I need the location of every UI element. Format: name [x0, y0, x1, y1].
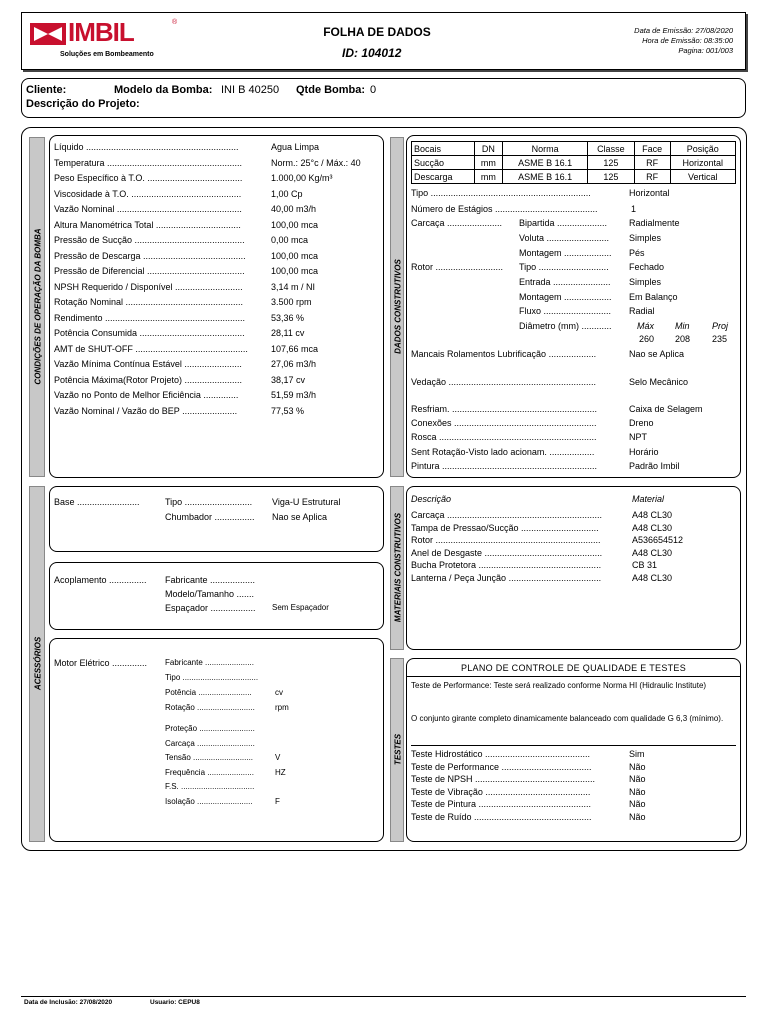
- vedacao-value: Selo Mecânico: [629, 377, 689, 387]
- voluta-label: Voluta .........................: [519, 233, 610, 243]
- vedacao-label: Vedação ...........................................................: [411, 377, 597, 387]
- base-box: [49, 486, 384, 552]
- tagline: Soluções em Bombeamento: [60, 51, 154, 58]
- material-value: A536654512: [632, 535, 684, 545]
- mancais-value: Nao se Aplica: [629, 349, 685, 359]
- materiais-mat-header: Material: [632, 494, 665, 504]
- bocais-cell: Descarga: [412, 170, 475, 184]
- bocais-cell: ASME B 16.1: [503, 156, 588, 170]
- logo-text: IMBIL: [68, 17, 134, 47]
- operacao-label: Vazão no Ponto de Melhor Eficiência ..............: [54, 390, 239, 400]
- operacao-value: 38,17 cv: [271, 374, 306, 385]
- logo-reg: ®: [172, 19, 178, 26]
- rotor-montagem-label: Montagem ...................: [519, 292, 612, 302]
- material-label: Bucha Protetora .................................................: [411, 560, 602, 570]
- bocais-row: [412, 142, 736, 156]
- teste-value: Não: [629, 799, 646, 809]
- motor-field-label: F.S. .................................: [165, 782, 255, 791]
- motor-field-label: Potência ........................: [165, 688, 252, 697]
- chumbador-label: Chumbador ................: [165, 512, 255, 522]
- operacao-label: Rotação Nominal ...............................................: [54, 297, 244, 307]
- operacao-label: NPSH Requerido / Disponível ...........................: [54, 281, 243, 292]
- operacao-label: Peso Específico à T.O. ......................................: [54, 173, 243, 183]
- operacao-value: 107,66 mca: [271, 343, 319, 354]
- resfriam-value: Caixa de Selagem: [629, 404, 703, 414]
- base-tipo-label: Tipo ...........................: [165, 497, 253, 507]
- bocais-cell: ASME B 16.1: [503, 170, 588, 184]
- bocais-cell: 125: [587, 156, 634, 170]
- bocais-cell: Horizontal: [670, 156, 735, 170]
- resfriam-label: Resfriam. ..........................................................: [411, 404, 598, 414]
- motor-field-value: F: [275, 796, 280, 806]
- teste-value: Não: [629, 786, 646, 797]
- bocais-cell: RF: [634, 170, 670, 184]
- emission-time: Hora de Emissão: 08:35:00: [642, 36, 733, 45]
- rosca-value: NPT: [629, 432, 647, 442]
- diam-value-min: 208: [675, 334, 691, 344]
- doc-id: ID: 104012: [342, 46, 402, 60]
- material-label: Carcaça ..............................................................: [411, 510, 603, 520]
- fabricante-label: Fabricante ..................: [165, 575, 256, 585]
- motor-field-label: Fabricante ......................: [165, 658, 254, 667]
- operacao-value: 100,00 mca: [271, 250, 319, 261]
- operacao-value: 28,11 cv: [271, 328, 305, 338]
- bocais-cell: Bocais: [412, 142, 475, 156]
- tipo-value: Horizontal: [629, 188, 670, 198]
- qtde-value: 0: [370, 84, 377, 96]
- motor-box: [49, 638, 384, 842]
- operacao-value: 53,36 %: [271, 312, 305, 323]
- operacao-value: 1.000,00 Kg/m³: [271, 173, 333, 183]
- bocais-row: [412, 170, 736, 184]
- bocais-cell: 125: [587, 170, 634, 184]
- motor-field-value: HZ: [275, 767, 286, 777]
- teste-label: Teste de Pintura .............................................: [411, 799, 592, 809]
- teste-label: Teste de Ruído ...............................................: [411, 811, 592, 822]
- diam-header-max: Máx: [637, 321, 655, 331]
- section-label-materiais: MATERIAIS CONSTRUTIVOS: [393, 512, 403, 623]
- operacao-value: 1,00 Cp: [271, 188, 303, 199]
- material-label: Rotor ..................................................................: [411, 535, 601, 545]
- bocais-cell: mm: [474, 170, 503, 184]
- estagios-row: Número de Estágios .........................................: [411, 204, 598, 214]
- teste-label: Teste Hidrostático ..........................................: [411, 749, 591, 759]
- bocais-cell: mm: [474, 156, 503, 170]
- sidebar-acessorios: [29, 486, 45, 842]
- material-label: Tampa de Pressao/Sucção ...............................: [411, 522, 599, 533]
- carcaca-label: Carcaça ......................: [411, 218, 503, 228]
- sidebar-construtivos: [390, 137, 404, 477]
- acoplamento-label: Acoplamento ...............: [54, 575, 147, 585]
- header: [21, 12, 746, 70]
- operacao-label: Pressão de Sucção ............................................: [54, 235, 245, 245]
- material-value: CB 31: [632, 560, 658, 570]
- operacao-label: Pressão de Descarga .........................................: [54, 250, 246, 261]
- sidebar-operacao: [29, 137, 45, 477]
- rotor-tipo-value: Fechado: [629, 262, 665, 272]
- client-box: [21, 78, 746, 118]
- motor-field-label: Proteção .........................: [165, 724, 255, 733]
- sidebar-materiais: [390, 486, 404, 650]
- doc-title: FOLHA DE DADOS: [323, 25, 431, 39]
- operacao-value: 100,00 mca: [271, 219, 319, 230]
- materiais-box: [406, 486, 741, 650]
- rotor-tipo-label: Tipo ............................: [519, 262, 609, 272]
- motor-field-label: Tipo ..................................: [165, 673, 259, 682]
- conexoes-value: Dreno: [629, 418, 654, 428]
- testes-para2: O conjunto girante completo dinamicamente balanceado com qualidade G 6,3 (mínimo).: [411, 714, 724, 723]
- operacao-label: Altura Manométrica Total ..................................: [54, 219, 241, 230]
- section-label-construtivos: DADOS CONSTRUTIVOS: [393, 259, 403, 354]
- bocais-cell: RF: [634, 156, 670, 170]
- section-label-acessorios: ACESSÓRIOS: [33, 636, 43, 691]
- bipartida-label: Bipartida ....................: [519, 218, 608, 228]
- operacao-label: Vazão Mínima Contínua Estável .......................: [54, 359, 242, 369]
- bocais-cell: Vertical: [670, 170, 735, 184]
- operacao-value: 100,00 mca: [271, 266, 319, 276]
- testes-divider: [411, 745, 736, 746]
- chumbador-value: Nao se Aplica: [272, 512, 328, 522]
- bocais-cell: Classe: [587, 142, 634, 156]
- testes-title-divider: [407, 676, 740, 677]
- rotor-montagem-value: Em Balanço: [629, 292, 678, 302]
- operacao-label: Vazão Nominal ..................................................: [54, 204, 242, 214]
- operacao-label: AMT de SHUT-OFF .............................................: [54, 343, 248, 354]
- diam-header-proj: Proj: [712, 321, 729, 331]
- operacao-value: 51,59 m3/h: [271, 390, 317, 400]
- entrada-label: Entrada .......................: [519, 277, 611, 287]
- operacao-label: Pressão de Diferencial .......................................: [54, 266, 245, 276]
- testes-title: PLANO DE CONTROLE DE QUALIDADE E TESTES: [460, 663, 687, 673]
- teste-label: Teste de Performance ....................................: [411, 761, 592, 772]
- fluxo-value: Radial: [629, 306, 655, 316]
- entrada-value: Simples: [629, 277, 662, 287]
- operacao-label: Rendimento ........................................................: [54, 312, 246, 323]
- fluxo-label: Fluxo ...........................: [519, 306, 612, 316]
- teste-value: Não: [629, 774, 646, 784]
- material-label: Lanterna / Peça Junção .....................................: [411, 572, 602, 583]
- motor-field-value: rpm: [275, 703, 289, 712]
- operacao-label: Vazão Nominal / Vazão do BEP ......................: [54, 405, 238, 416]
- modelo-value: INI B 40250: [221, 84, 280, 96]
- usuario: Usuario: CEPU8: [150, 999, 200, 1006]
- rotor-label: Rotor ...........................: [411, 262, 504, 272]
- voluta-value: Simples: [629, 233, 662, 243]
- base-tipo-value: Viga-U Estrutural: [272, 497, 341, 507]
- motor-field-label: Rotação ..........................: [165, 703, 255, 712]
- teste-value: Não: [629, 761, 646, 772]
- operacao-value: 3.500 rpm: [271, 297, 312, 307]
- sidebar-testes: [390, 658, 404, 842]
- tipo-row: Tipo ................................................................: [411, 188, 591, 198]
- espacador-label: Espaçador ..................: [165, 603, 256, 613]
- bocais-cell: Norma: [503, 142, 588, 156]
- bocais-cell: Face: [634, 142, 670, 156]
- page-number: Pagina: 001/003: [678, 46, 733, 55]
- logo-mark-icon: [30, 23, 66, 45]
- diam-value-proj: 235: [712, 334, 728, 344]
- construtivos-box: [406, 135, 741, 478]
- modelo-label: Modelo da Bomba:: [114, 84, 213, 96]
- rosca-label: Rosca ...............................................................: [411, 432, 597, 442]
- operacao-label: Potência Consumida ..........................................: [54, 328, 245, 338]
- operacao-value: Agua Limpa: [271, 142, 320, 152]
- base-label: Base .........................: [54, 497, 140, 507]
- section-label-testes: TESTES: [393, 733, 403, 766]
- operacao-box: [49, 135, 384, 478]
- montagem-value: Pés: [629, 248, 645, 258]
- montagem-label: Montagem ...................: [519, 248, 612, 258]
- testes-box: [406, 658, 741, 842]
- descricao-label: Descrição do Projeto:: [26, 98, 140, 110]
- operacao-label: Líquido .............................................................: [54, 142, 239, 152]
- espacador-value: Sem Espaçador: [272, 603, 329, 612]
- bocais-cell: Sucção: [412, 156, 475, 170]
- bipartida-value: Radialmente: [629, 218, 680, 228]
- bocais-cell: DN: [474, 142, 503, 156]
- emission-date: Data de Emissão: 27/08/2020: [634, 26, 733, 35]
- operacao-value: 3,14 m / NI: [271, 281, 316, 292]
- acoplamento-box: [49, 562, 384, 630]
- material-value: A48 CL30: [632, 510, 673, 520]
- operacao-label: Temperatura ......................................................: [54, 157, 243, 168]
- pintura-value: Padrão Imbil: [629, 461, 680, 471]
- motor-field-label: Frequência .....................: [165, 767, 254, 777]
- estagios-value: 1: [631, 204, 637, 214]
- pintura-label: Pintura ..............................................................: [411, 461, 598, 471]
- materiais-desc-header: Descrição: [411, 494, 452, 504]
- qtde-label: Qtde Bomba:: [296, 84, 366, 96]
- data-inclusao: Data de Inclusão: 27/08/2020: [24, 999, 113, 1006]
- bocais-cell: Posição: [670, 142, 735, 156]
- motor-field-label: Tensão ...........................: [165, 753, 254, 762]
- bocais-table: [411, 141, 736, 184]
- bocais-row: [412, 156, 736, 170]
- operacao-label: Potência Máxima(Rotor Projeto) .......................: [54, 374, 243, 385]
- teste-label: Teste de Vibração ..........................................: [411, 786, 591, 797]
- sentido-value: Horário: [629, 447, 659, 457]
- motor-field-value: V: [275, 753, 281, 762]
- operacao-value: Norm.: 25°c / Máx.: 40: [271, 157, 361, 168]
- motor-label: Motor Elétrico ..............: [54, 658, 148, 668]
- motor-field-label: Carcaça ..........................: [165, 738, 255, 748]
- mancais-label: Mancais Rolamentos Lubrificação ...................: [411, 349, 597, 359]
- section-label-operacao: CONDIÇÕES DE OPERAÇÃO DA BOMBA: [33, 228, 43, 385]
- logo: [30, 19, 180, 63]
- material-value: A48 CL30: [632, 572, 673, 583]
- testes-para1: Teste de Performance: Teste será realizado conforme Norma HI (Hidraulic Institute): [411, 681, 707, 690]
- diam-header-min: Min: [675, 321, 690, 331]
- operacao-value: 77,53 %: [271, 405, 305, 416]
- diam-value-max: 260: [639, 334, 655, 344]
- sentido-label: Sent Rotação-Visto lado acionam. ..................: [411, 447, 595, 457]
- material-label: Anel de Desgaste ...............................................: [411, 547, 603, 558]
- teste-value: Não: [629, 811, 646, 822]
- operacao-label: Viscosidade à T.O. ............................................: [54, 188, 242, 199]
- motor-field-value: cv: [275, 688, 283, 697]
- teste-label: Teste de NPSH ................................................: [411, 774, 596, 784]
- operacao-value: 27,06 m3/h: [271, 359, 317, 369]
- modelo-tamanho-label: Modelo/Tamanho .......: [165, 589, 255, 599]
- teste-value: Sim: [629, 749, 645, 759]
- conexoes-label: Conexões .........................................................: [411, 418, 597, 428]
- operacao-value: 40,00 m3/h: [271, 204, 317, 214]
- operacao-value: 0,00 mca: [271, 235, 309, 245]
- motor-field-label: Isolação .........................: [165, 796, 253, 806]
- cliente-label: Cliente:: [26, 84, 67, 96]
- material-value: A48 CL30: [632, 547, 673, 558]
- footer-divider: [21, 996, 746, 997]
- material-value: A48 CL30: [632, 522, 673, 533]
- diametro-label: Diâmetro (mm) ............: [519, 321, 612, 331]
